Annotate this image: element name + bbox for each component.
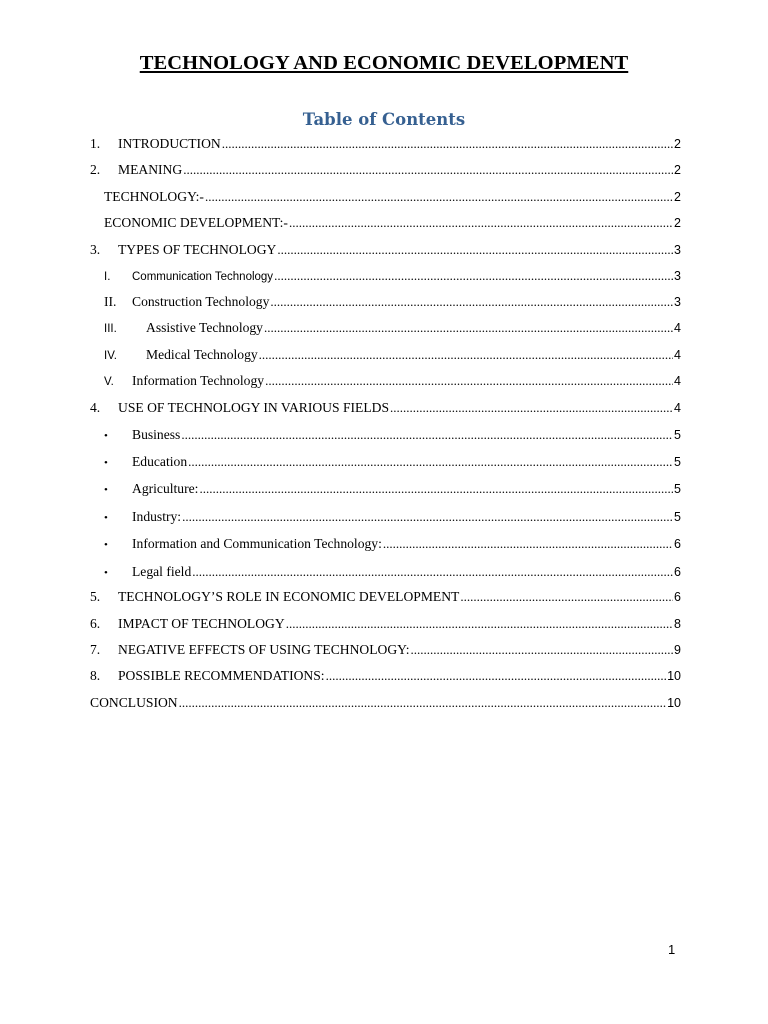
toc-entry-impact-of-technology[interactable] bbox=[90, 614, 681, 634]
toc-entry-label: MEANING bbox=[118, 162, 183, 177]
toc-entry-label: TECHNOLOGY’S ROLE IN ECONOMIC DEVELOPMENT bbox=[118, 589, 460, 604]
toc-entry-page: 6 bbox=[674, 565, 681, 579]
toc-entry-technology-meaning[interactable] bbox=[104, 187, 681, 207]
toc-entry-page: 4 bbox=[674, 401, 681, 415]
toc-entry-industry[interactable] bbox=[104, 507, 681, 527]
toc-entry-technology-role[interactable] bbox=[90, 587, 681, 607]
toc-entry-label: Legal field bbox=[132, 564, 192, 579]
toc-entry-number: 1. bbox=[90, 136, 101, 151]
toc-entry-page: 2 bbox=[674, 216, 681, 230]
toc-leader-dots bbox=[264, 318, 673, 338]
toc-entry-label: Information Technology bbox=[132, 373, 265, 388]
toc-leader-dots bbox=[181, 425, 673, 445]
toc-entry-agriculture[interactable] bbox=[104, 479, 681, 499]
toc-entry-conclusion[interactable] bbox=[90, 693, 681, 713]
toc-leader-dots bbox=[277, 240, 673, 260]
toc-entry-label: IMPACT OF TECHNOLOGY bbox=[118, 616, 285, 631]
toc-leader-dots bbox=[383, 534, 673, 554]
toc-entry-page: 3 bbox=[674, 295, 681, 309]
toc-leader-dots bbox=[183, 160, 673, 180]
bullet-icon: • bbox=[104, 484, 108, 496]
toc-entry-assistive-technology[interactable] bbox=[104, 318, 681, 338]
toc-entry-recommendations[interactable] bbox=[90, 666, 681, 686]
toc-entry-label: INTRODUCTION bbox=[118, 136, 221, 151]
toc-entry-page: 8 bbox=[674, 617, 681, 631]
toc-entry-page: 5 bbox=[674, 482, 681, 496]
toc-leader-dots bbox=[286, 614, 673, 634]
toc-entry-label: Agriculture: bbox=[132, 481, 199, 496]
toc-leader-dots bbox=[179, 693, 666, 713]
toc-entry-number: III. bbox=[104, 323, 117, 335]
toc-entry-page: 2 bbox=[674, 190, 681, 204]
toc-entry-page: 5 bbox=[674, 510, 681, 524]
toc-entry-label: NEGATIVE EFFECTS OF USING TECHNOLOGY: bbox=[118, 642, 410, 657]
toc-entry-page: 4 bbox=[674, 374, 681, 388]
toc-entry-meaning[interactable] bbox=[90, 160, 681, 180]
toc-leader-dots bbox=[192, 562, 673, 582]
toc-entry-label: Construction Technology bbox=[132, 294, 270, 309]
toc-entry-communication-technology[interactable] bbox=[104, 266, 681, 286]
toc-entry-information-technology[interactable] bbox=[104, 371, 681, 391]
bullet-icon: • bbox=[104, 512, 108, 524]
toc-entry-page: 2 bbox=[674, 163, 681, 177]
toc-entry-number: 2. bbox=[90, 162, 101, 177]
toc-entry-page: 2 bbox=[674, 137, 681, 151]
toc-leader-dots bbox=[188, 452, 673, 472]
toc-entry-number: IV. bbox=[104, 350, 118, 362]
toc-leader-dots bbox=[205, 187, 673, 207]
toc-entry-page: 4 bbox=[674, 321, 681, 335]
toc-entry-label: Information and Communication Technology: bbox=[132, 536, 382, 551]
toc-entry-number: II. bbox=[104, 294, 117, 309]
toc-entry-types-of-technology[interactable] bbox=[90, 240, 681, 260]
toc-entry-label: Medical Technology bbox=[146, 347, 258, 362]
toc-leader-dots bbox=[222, 134, 673, 154]
toc-entry-label: Business bbox=[132, 427, 181, 442]
toc-leader-dots bbox=[265, 371, 673, 391]
document-title: TECHNOLOGY AND ECONOMIC DEVELOPMENT bbox=[139, 52, 629, 74]
toc-leader-dots bbox=[182, 507, 673, 527]
toc-entry-page: 9 bbox=[674, 643, 681, 657]
toc-entry-number: I. bbox=[104, 271, 111, 283]
toc-entry-number: 4. bbox=[90, 400, 101, 415]
toc-leader-dots bbox=[259, 345, 673, 365]
toc-entry-label: Assistive Technology bbox=[146, 320, 263, 335]
toc-leader-dots bbox=[199, 479, 673, 499]
toc-entry-page: 6 bbox=[674, 590, 681, 604]
toc-entry-introduction[interactable] bbox=[90, 134, 681, 154]
toc-entry-education[interactable] bbox=[104, 452, 681, 472]
toc-entry-legal-field[interactable] bbox=[104, 562, 681, 582]
toc-entry-label: TECHNOLOGY:- bbox=[104, 189, 204, 204]
toc-entry-number: 6. bbox=[90, 616, 101, 631]
toc-entry-label: TYPES OF TECHNOLOGY bbox=[118, 242, 277, 257]
toc-entry-negative-effects[interactable] bbox=[90, 640, 681, 660]
toc-leader-dots bbox=[326, 666, 667, 686]
bullet-icon: • bbox=[104, 430, 108, 442]
toc-entry-page: 4 bbox=[674, 348, 681, 362]
toc-entry-page: 3 bbox=[674, 243, 681, 257]
toc-entry-construction-technology[interactable] bbox=[104, 292, 681, 312]
toc-entry-label: USE OF TECHNOLOGY IN VARIOUS FIELDS bbox=[118, 400, 390, 415]
bullet-icon: • bbox=[104, 567, 108, 579]
toc-entry-ict[interactable] bbox=[104, 534, 681, 554]
toc-entry-page: 5 bbox=[674, 428, 681, 442]
toc-leader-dots bbox=[270, 292, 673, 312]
toc-entry-economic-development[interactable] bbox=[104, 213, 681, 233]
toc-entry-page: 10 bbox=[667, 669, 681, 683]
toc-entry-business[interactable] bbox=[104, 425, 681, 445]
toc-entry-number: 8. bbox=[90, 668, 101, 683]
toc-entry-label: Education bbox=[132, 454, 188, 469]
toc-leader-dots bbox=[289, 213, 673, 233]
toc-entry-medical-technology[interactable] bbox=[104, 345, 681, 365]
toc-entry-label: ECONOMIC DEVELOPMENT:- bbox=[104, 215, 288, 230]
toc-entry-use-of-technology[interactable] bbox=[90, 398, 681, 418]
toc-leader-dots bbox=[411, 640, 674, 660]
toc-entry-page: 6 bbox=[674, 537, 681, 551]
toc-entry-number: 3. bbox=[90, 242, 101, 257]
toc-entry-page: 5 bbox=[674, 455, 681, 469]
toc-entry-label: POSSIBLE RECOMMENDATIONS: bbox=[118, 668, 325, 683]
toc-entry-number: V. bbox=[104, 376, 114, 388]
toc-heading: Table of Contents bbox=[302, 110, 466, 129]
toc-entry-label: Communication Technology bbox=[132, 271, 274, 283]
bullet-icon: • bbox=[104, 457, 108, 469]
bullet-icon: • bbox=[104, 539, 108, 551]
toc-leader-dots bbox=[390, 398, 673, 418]
toc-entry-label: Industry: bbox=[132, 509, 182, 524]
page-number: 1 bbox=[668, 942, 676, 957]
toc-leader-dots bbox=[274, 266, 673, 286]
toc-leader-dots bbox=[460, 587, 673, 607]
toc-entry-page: 3 bbox=[674, 269, 681, 283]
toc-entry-number: 5. bbox=[90, 589, 101, 604]
toc-entry-page: 10 bbox=[667, 696, 681, 710]
toc-entry-label: CONCLUSION bbox=[90, 695, 178, 710]
toc-entry-number: 7. bbox=[90, 642, 101, 657]
